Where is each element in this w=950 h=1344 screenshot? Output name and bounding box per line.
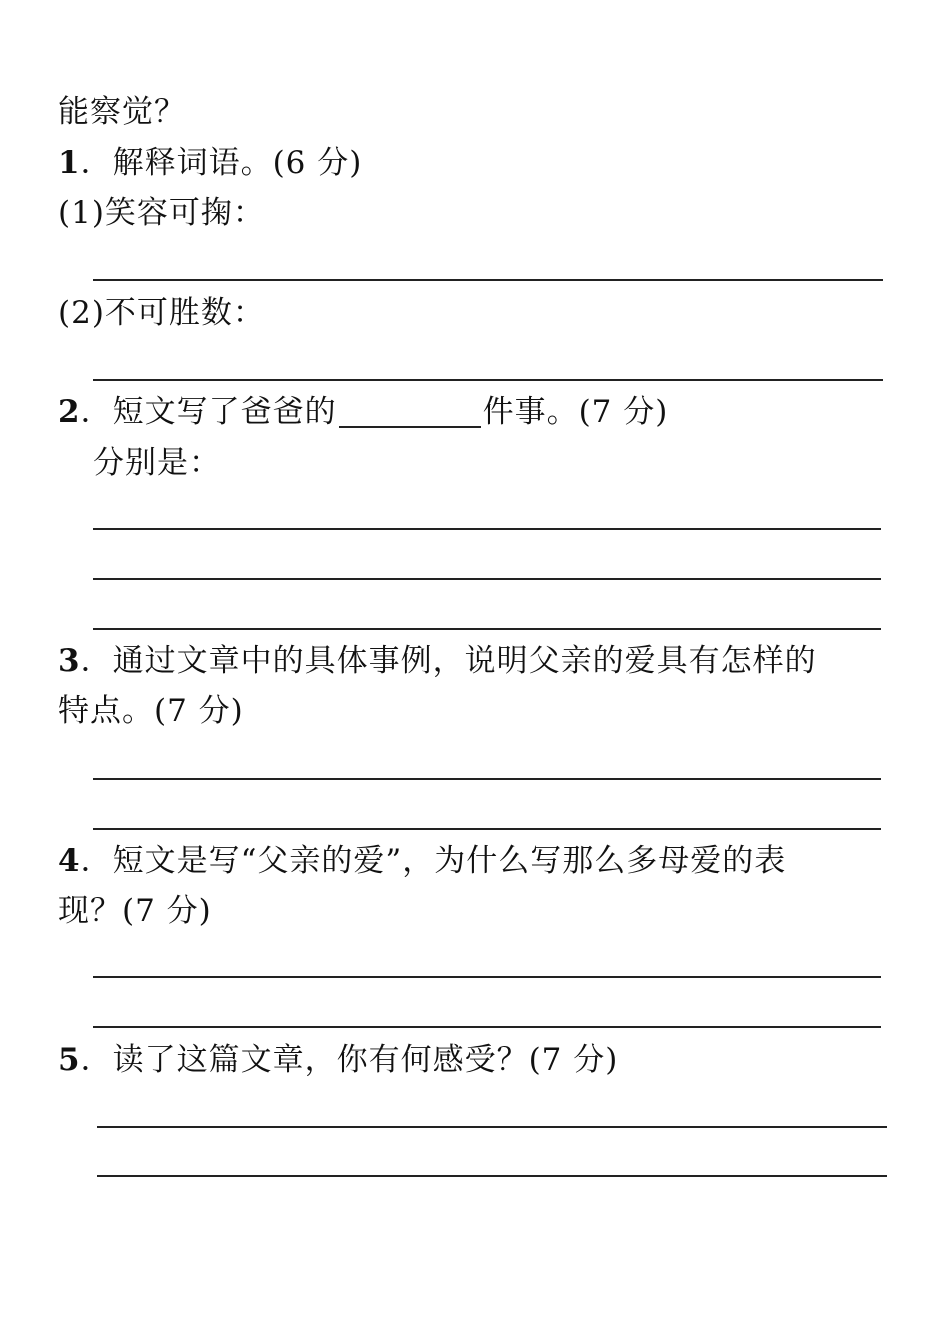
question-text: ．通过文章中的具体事例，说明父亲的爱具有怎样的: [80, 643, 817, 679]
question-text: 件事。(7 分): [482, 394, 669, 430]
answer-line[interactable]: [93, 976, 881, 978]
question-number: 1: [58, 145, 81, 181]
question-number: 4: [58, 843, 81, 879]
question-1: [58, 143, 362, 183]
answer-line[interactable]: [93, 1026, 881, 1028]
question-2: [58, 392, 668, 432]
answer-line[interactable]: [93, 279, 883, 281]
question-number: 2: [58, 394, 81, 430]
q1-item-2-label: (2)不可胜数：: [58, 295, 265, 331]
question-3: [58, 641, 817, 681]
question-number: 5: [58, 1042, 81, 1078]
answer-line[interactable]: [93, 828, 881, 830]
answer-line[interactable]: [97, 1126, 887, 1128]
question-3-continued: 特点。(7 分): [58, 693, 244, 729]
answer-line[interactable]: [93, 628, 881, 630]
fill-in-blank[interactable]: [339, 396, 481, 428]
answer-line[interactable]: [93, 778, 881, 780]
question-text: ．读了这篇文章，你有何感受？(7 分): [80, 1042, 619, 1078]
question-number: 3: [58, 643, 81, 679]
question-4-continued: 现？(7 分): [58, 893, 212, 929]
q1-item-1-label: (1)笑容可掬：: [58, 195, 265, 231]
question-text: ．解释词语。(6 分): [80, 145, 363, 181]
answer-line[interactable]: [93, 379, 883, 381]
question-4: [58, 841, 786, 881]
question-5: [58, 1040, 618, 1080]
q2-sub-label: 分别是：: [93, 445, 221, 481]
answer-line[interactable]: [97, 1175, 887, 1177]
answer-line[interactable]: [93, 578, 881, 580]
question-text: ．短文写了爸爸的: [80, 394, 337, 430]
intro-text: 能察觉？: [58, 94, 186, 130]
answer-line[interactable]: [93, 528, 881, 530]
question-text: ．短文是写“父亲的爱”，为什么写那么多母爱的表: [80, 843, 787, 879]
